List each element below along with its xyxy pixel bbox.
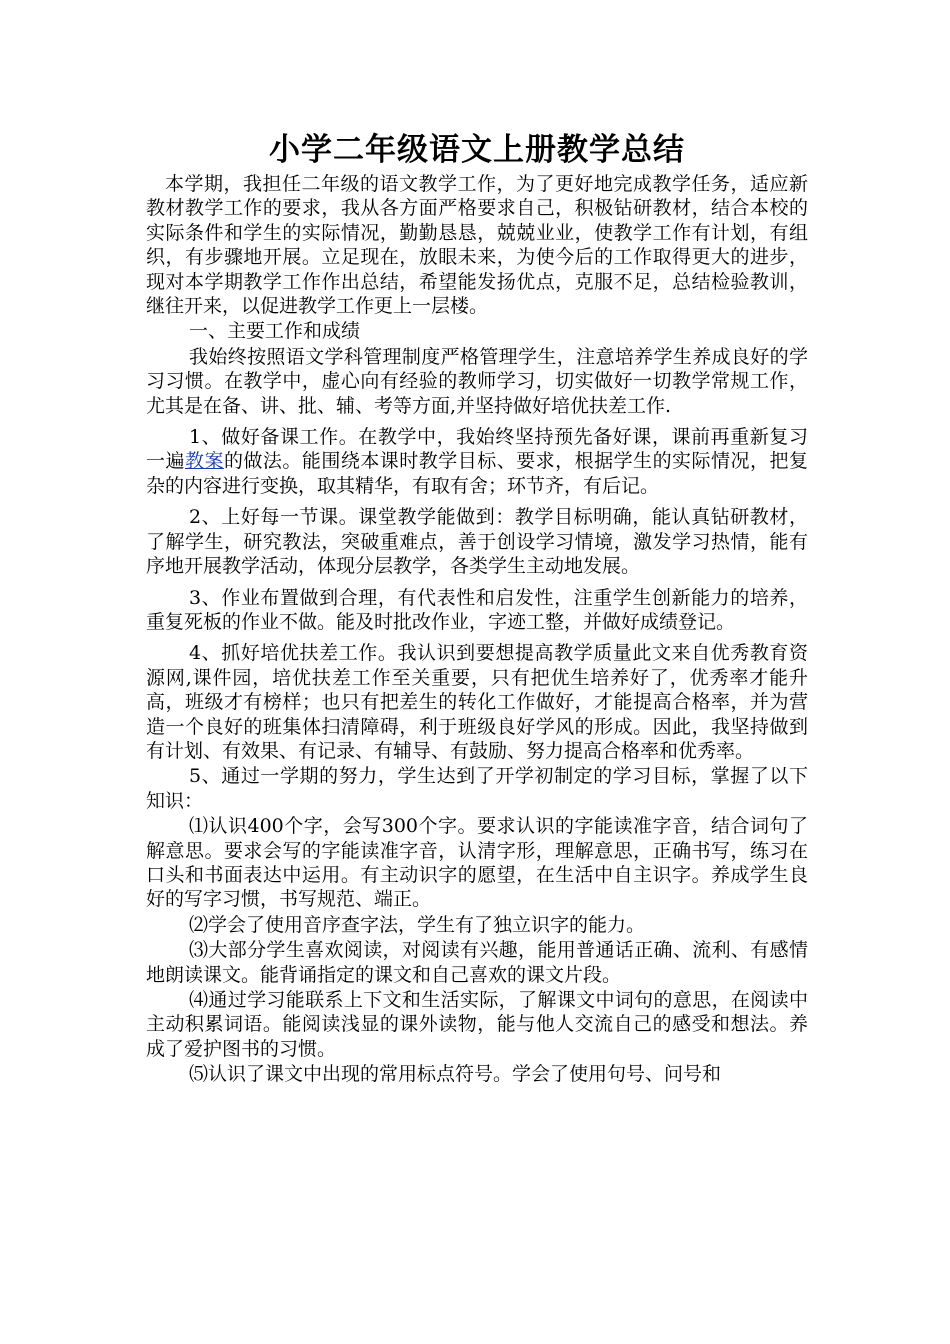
item-classroom-teaching: 2、上好每一节课。课堂教学能做到：教学目标明确，能认真钻研教材，了解学生，研究教法，突破重难点，善于创设学习情境，激发学习热情，能有序地开展教学活动，体现分层教学，各类学生主动地发展。 xyxy=(146,506,808,578)
subitem-punctuation: ⑸认识了课文中出现的常用标点符号。学会了使用句号、问号和 xyxy=(189,1063,722,1086)
intro-paragraph: 本学期，我担任二年级的语文教学工作，为了更好地完成教学任务，适应新教材教学工作的要求，我从各方面严格要求自己，积极钻研教材，结合本校的实际条件和学生的实际情况，勤勤恳恳，兢兢业业，使教学工作有计划，有组织，有步骤地开展。立足现在，放眼未来，为使今后的工作取得更大的进步，现对本学期教学工作作出总结，希望能发扬优点，克服不足，总结检验教训，继往开来，以促进教学工作更上一层楼。 xyxy=(146,173,808,318)
subitem-character-recognition: ⑴认识400个字，会写300个字。要求认识的字能读准字音，结合词句了解意思。要求会写的字能读准字音，认清字形，理解意思，正确书写，练习在口头和书面表达中运用。有主动识字的愿望，在生活中自主识字。养成学生良好的写字习惯，书写规范、端正。 xyxy=(146,815,808,911)
subitem-dictionary-use: ⑵学会了使用音序查字法，学生有了独立识字的能力。 xyxy=(189,913,646,936)
document-title: 小学二年级语文上册教学总结 xyxy=(269,132,685,168)
item-tutoring: 4、抓好培优扶差工作。我认识到要想提高教学质量此文来自优秀教育资源网,课件园，培优扶差工作至关重要，只有把优生培养好了，优秀率才能升高，班级才有榜样；也只有把差生的转化工作做好，才能提高合格率，并为营造一个良好的班集体扫清障碍，利于班级良好学风的形成。因此，我坚持做到有计划、有效果、有记录、有辅导、有鼓励、努力提高合格率和优秀率。 xyxy=(146,642,808,762)
item1-text-after: 的做法。能围绕本课时教学目标、要求，根据学生的实际情况，把复杂的内容进行变换，取其精华，有取有舍；环节齐，有后记。 xyxy=(146,450,808,497)
lesson-plan-link[interactable]: 教案 xyxy=(184,450,224,473)
item-lesson-preparation xyxy=(146,425,808,498)
section-intro-paragraph: 我始终按照语文学科管理制度严格管理学生，注意培养学生养成良好的学习习惯。在教学中，虚心向有经验的教师学习，切实做好一切教学常规工作，尤其是在备、讲、批、辅、考等方面,并坚持做好培优扶差工作. xyxy=(146,345,808,417)
item-learning-goals: 5、通过一学期的努力，学生达到了开学初制定的学习目标，掌握了以下知识： xyxy=(146,765,808,812)
subitem-reading: ⑶大部分学生喜欢阅读，对阅读有兴趣，能用普通话正确、流利、有感情地朗读课文。能背诵指定的课文和自己喜欢的课文片段。 xyxy=(146,939,808,986)
item-homework: 3、作业布置做到合理，有代表性和启发性，注重学生创新能力的培养，重复死板的作业不做。能及时批改作业，字迹工整，并做好成绩登记。 xyxy=(146,586,808,633)
document-page xyxy=(146,128,808,1088)
subitem-context-understanding: ⑷通过学习能联系上下文和生活实际，了解课文中词句的意思，在阅读中主动积累词语。能阅读浅显的课外读物，能与他人交流自己的感受和想法。养成了爱护图书的习惯。 xyxy=(146,989,808,1060)
section-heading-main-work: 一、主要工作和成绩 xyxy=(189,320,361,343)
item1-text-before: 1、做好备课工作。在教学中，我始终坚持预先备好课，课前再重新复习一遍 xyxy=(146,426,808,473)
